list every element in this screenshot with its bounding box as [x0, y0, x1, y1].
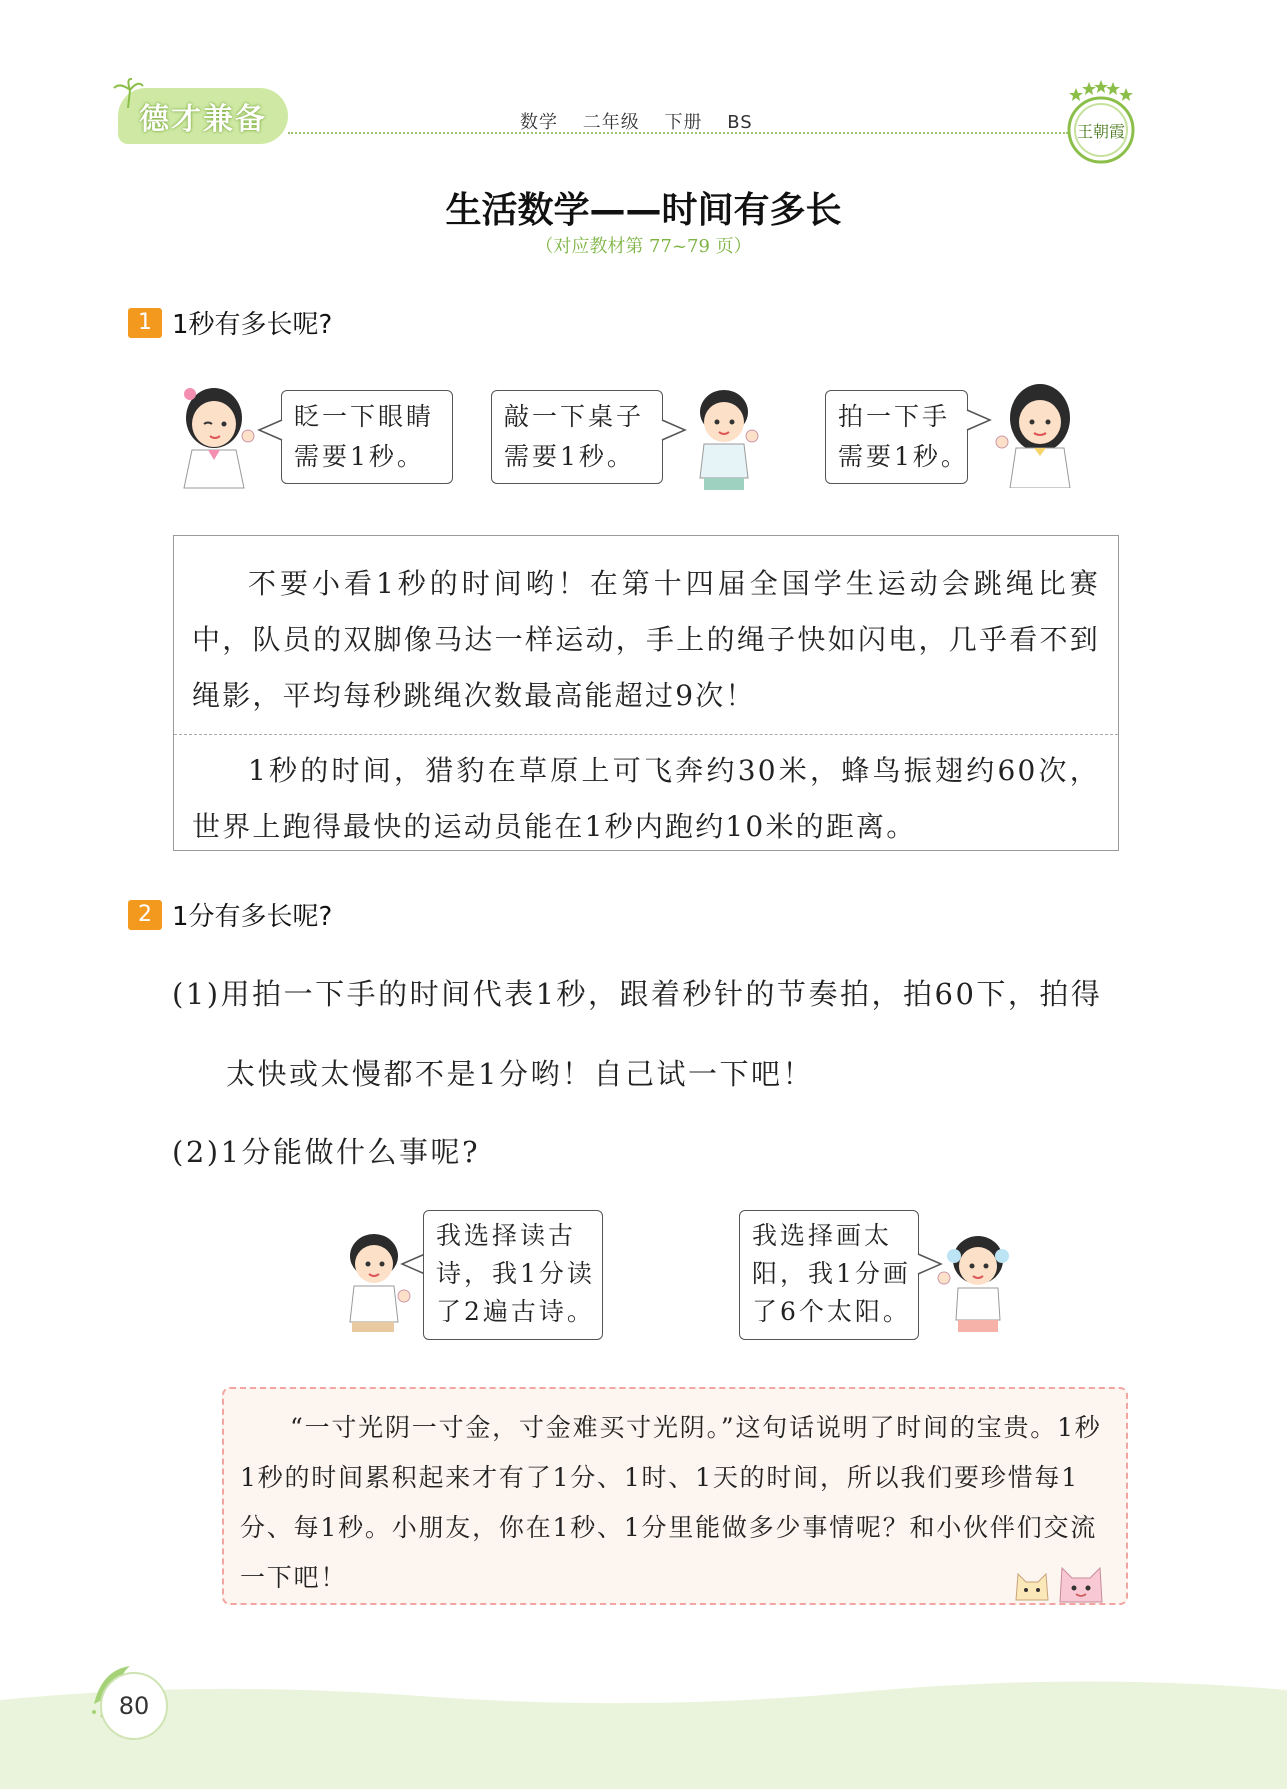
- palm-tree-icon: [112, 78, 144, 108]
- bubble-tail: [966, 408, 992, 432]
- speech-bubble-poem: 我选择读古 诗，我1分读 了2遍古诗。: [423, 1210, 603, 1340]
- section-2-heading: [128, 896, 332, 933]
- note-paragraph: “一寸光阴一寸金，寸金难买寸光阴。”这句话说明了时间的宝贵。1秒1秒的时间累积起来才有了1分、1时、1天的时间，所以我们要珍惜每1分、每1秒。小朋友，你在1秒、1分里能做多少事情呢？和小伙伴们交流一下吧！: [240, 1413, 1102, 1592]
- girl-blinking-illustration: [170, 380, 262, 490]
- grade: 二年级: [582, 112, 640, 133]
- fact-box-one-second: [173, 535, 1119, 851]
- speech-bubble-sun: 我选择画太 阳，我1分画 了6个太阳。: [739, 1210, 919, 1340]
- bubble-tail: [257, 418, 283, 442]
- section-1-heading: [128, 304, 332, 341]
- note-box-value-of-time: [222, 1387, 1128, 1605]
- brand-logo: 德才兼备: [118, 88, 288, 144]
- textbook-reference: （对应教材第 77~79 页）: [535, 236, 752, 257]
- speech-bubble-knock: 敲一下桌子 需要1秒。: [491, 390, 663, 484]
- page-number: 80: [100, 1672, 168, 1740]
- speech-bubble-blink: 眨一下眼睛 需要1秒。: [281, 390, 453, 484]
- section-1-number: 1: [128, 308, 162, 338]
- bubble-tail: [661, 418, 687, 442]
- question-2: (2)1分能做什么事呢?: [172, 1135, 481, 1169]
- section-2-title: 1分有多长呢?: [172, 902, 333, 932]
- subject: 数学: [520, 112, 558, 133]
- section-1-title: 1秒有多长呢?: [172, 310, 333, 340]
- author-seal-icon: [1062, 78, 1140, 170]
- girl-drawing-illustration: [936, 1226, 1016, 1332]
- speech-bubble-clap: 拍一下手 需要1秒。: [825, 390, 968, 484]
- seal-text: 王朝霞: [1076, 122, 1126, 141]
- question-1-line-2: 太快或太慢都不是1分哟！自己试一下吧！: [226, 1057, 814, 1091]
- boy-knocking-illustration: [690, 382, 762, 490]
- question-1-line-1: (1)用拍一下手的时间代表1秒，跟着秒针的节奏拍，拍60下，拍得: [172, 977, 1103, 1011]
- header-info: [520, 108, 771, 134]
- boy-reading-illustration: [338, 1226, 414, 1332]
- girl-clapping-illustration: [990, 378, 1088, 488]
- fact-paragraph-jump-rope: 不要小看1秒的时间哟！在第十四届全国学生运动会跳绳比赛中，队员的双脚像马达一样运动，手上的绳子快如闪电，几乎看不到绳影，平均每秒跳绳次数最高能超过9次！: [192, 567, 1100, 712]
- section-2-number: 2: [128, 900, 162, 930]
- cat-faces-icon: [1012, 1560, 1112, 1604]
- fact-paragraph-animals: 1秒的时间，猎豹在草原上可飞奔约30米，蜂鸟振翅约60次，世界上跑得最快的运动员能在1秒内跑约10米的距离。: [192, 754, 1100, 843]
- volume: 下册: [664, 112, 703, 133]
- footer-wave-decoration: [0, 1680, 1287, 1789]
- edition: BS: [727, 112, 753, 133]
- page-title: 生活数学——时间有多长: [445, 190, 842, 231]
